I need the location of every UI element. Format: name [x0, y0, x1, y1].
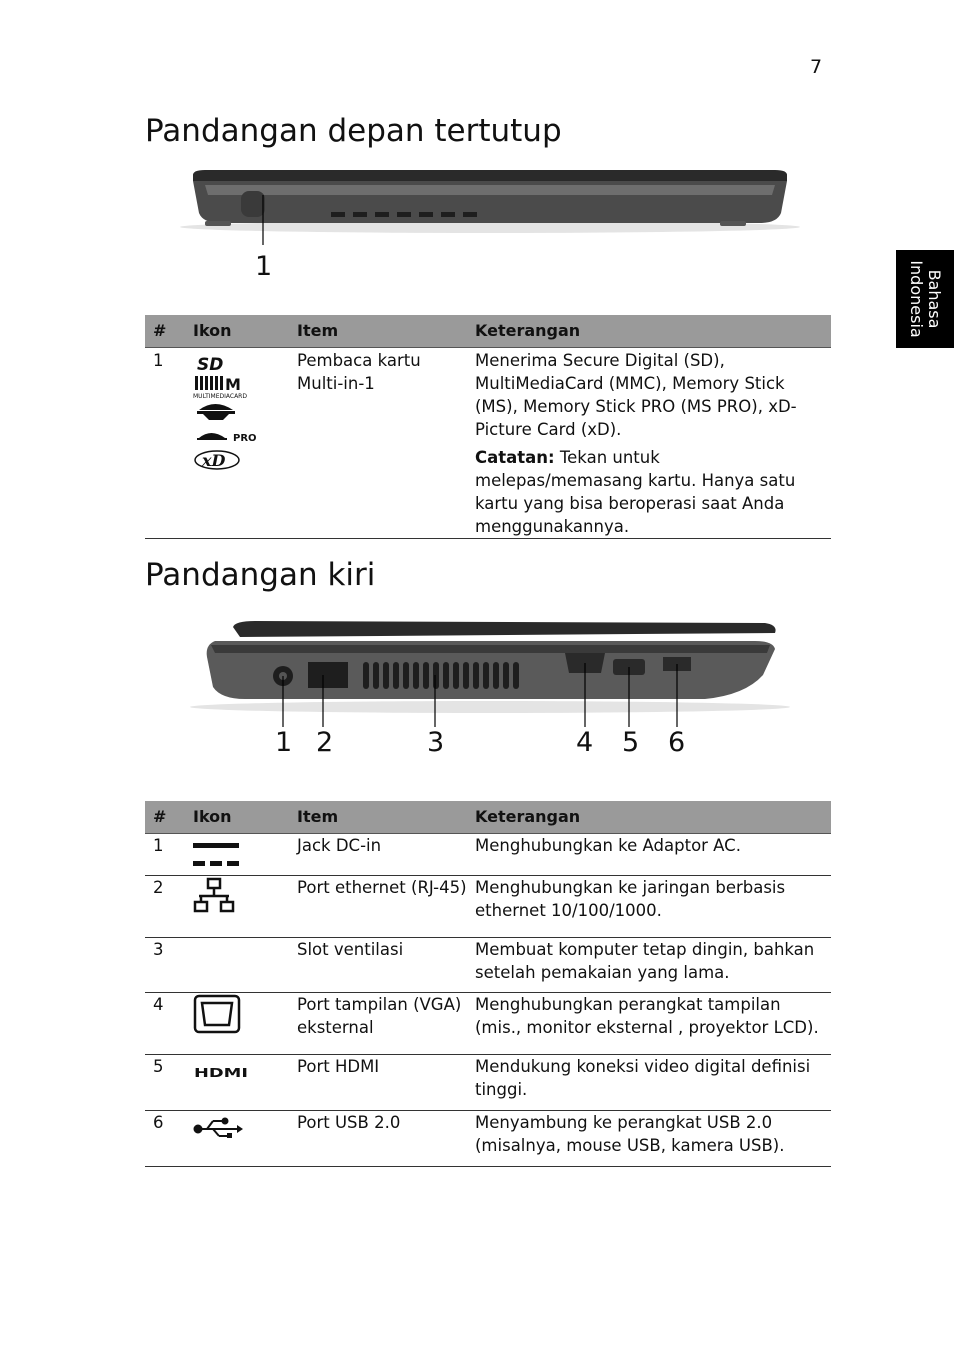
- col-header-icon: Ikon: [185, 801, 289, 834]
- left-callout-5: 5: [622, 727, 640, 758]
- card-reader-logos-icon: [193, 354, 263, 472]
- table-header-row: [145, 315, 831, 348]
- row-number: 1: [145, 834, 185, 876]
- table-row: [145, 1055, 831, 1111]
- row-item: Port tampilan (VGA) eksternal: [289, 993, 467, 1055]
- language-tab-line2: Indonesia: [907, 260, 926, 338]
- ethernet-icon: [193, 876, 263, 916]
- left-callout-6: 6: [668, 727, 686, 758]
- card-logo-mmc-text: MULTIMEDIACARD: [193, 393, 247, 400]
- row-icon-cell: [185, 876, 289, 938]
- note-label: Catatan:: [475, 448, 555, 467]
- left-callout-4: 4: [576, 727, 594, 758]
- row-icon-cell: [185, 938, 289, 993]
- row-description-text: Menerima Secure Digital (SD), MultiMediaCard (MMC), Memory Stick (MS), Memory Stick PRO (MS PRO), xD-Picture Card (xD).: [475, 351, 797, 439]
- laptop-front-image: [145, 165, 831, 285]
- row-number: 3: [145, 938, 185, 993]
- table-row: [145, 834, 831, 876]
- card-logo-xd-text: xD: [202, 451, 226, 470]
- col-header-no: #: [145, 315, 185, 348]
- left-view-title: Pandangan kiri: [145, 557, 376, 593]
- row-description: Menghubungkan ke jaringan berbasis ethernet 10/100/1000.: [467, 876, 831, 938]
- left-callout-2: 2: [316, 727, 334, 758]
- vga-icon: [193, 993, 263, 1037]
- table-row: [145, 1111, 831, 1167]
- page-number: 7: [810, 56, 823, 78]
- row-number: 1: [145, 348, 185, 539]
- row-item: Port HDMI: [289, 1055, 467, 1111]
- col-header-icon: Ikon: [185, 315, 289, 348]
- row-description: Menghubungkan perangkat tampilan (mis., monitor eksternal , proyektor LCD).: [467, 993, 831, 1055]
- left-view-illustration: [145, 615, 831, 770]
- note-text: Tekan untuk melepas/memasang kartu. Hanya satu kartu yang bisa beroperasi saat Anda menggunakannya.: [475, 448, 796, 536]
- row-description: Mendukung koneksi video digital definisi tinggi.: [467, 1055, 831, 1111]
- svg-text:SD: SD: [197, 355, 224, 375]
- row-item: Pembaca kartu Multi-in-1: [289, 348, 467, 539]
- hdmi-logo-text: HDMI: [194, 1066, 248, 1080]
- row-description: Menyambung ke perangkat USB 2.0 (misalnya, mouse USB, kamera USB).: [467, 1111, 831, 1167]
- language-tab: [896, 250, 954, 348]
- row-number: 6: [145, 1111, 185, 1167]
- laptop-left-image: [145, 615, 831, 770]
- row-icon-cell: [185, 834, 289, 876]
- front-view-title: Pandangan depan tertutup: [145, 113, 562, 149]
- front-view-table: [145, 315, 831, 539]
- row-item: Port USB 2.0: [289, 1111, 467, 1167]
- row-number: 5: [145, 1055, 185, 1111]
- col-header-item: Item: [289, 801, 467, 834]
- row-item: Jack DC-in: [289, 834, 467, 876]
- table-header-row: [145, 801, 831, 834]
- row-item: Slot ventilasi: [289, 938, 467, 993]
- left-callout-1: 1: [275, 727, 293, 758]
- row-description: Membuat komputer tetap dingin, bahkan setelah pemakaian yang lama.: [467, 938, 831, 993]
- table-row: [145, 938, 831, 993]
- language-tab-line1: Bahasa: [925, 269, 944, 329]
- col-header-desc: Keterangan: [467, 801, 831, 834]
- usb-icon: [193, 1111, 263, 1147]
- row-description: Menghubungkan ke Adaptor AC.: [467, 834, 831, 876]
- hdmi-icon: [193, 1055, 263, 1091]
- table-row: [145, 993, 831, 1055]
- row-icon-cell: [185, 1111, 289, 1167]
- left-view-table: [145, 801, 831, 1167]
- col-header-desc: Keterangan: [467, 315, 831, 348]
- row-number: 2: [145, 876, 185, 938]
- dc-in-icon: [193, 834, 263, 868]
- card-logo-pro-text: PRO: [233, 433, 257, 444]
- row-note: [475, 446, 831, 538]
- row-icon-cell: [185, 348, 289, 539]
- row-icon-cell: [185, 993, 289, 1055]
- row-item: Port ethernet (RJ-45): [289, 876, 467, 938]
- row-icon-cell: [185, 1055, 289, 1111]
- col-header-no: #: [145, 801, 185, 834]
- table-row: [145, 876, 831, 938]
- left-callout-3: 3: [427, 727, 445, 758]
- table-row: [145, 348, 831, 539]
- row-number: 4: [145, 993, 185, 1055]
- svg-text:M: M: [225, 375, 241, 394]
- front-view-illustration: [145, 165, 831, 285]
- col-header-item: Item: [289, 315, 467, 348]
- row-description: [467, 348, 831, 539]
- front-callout-1: 1: [255, 251, 273, 282]
